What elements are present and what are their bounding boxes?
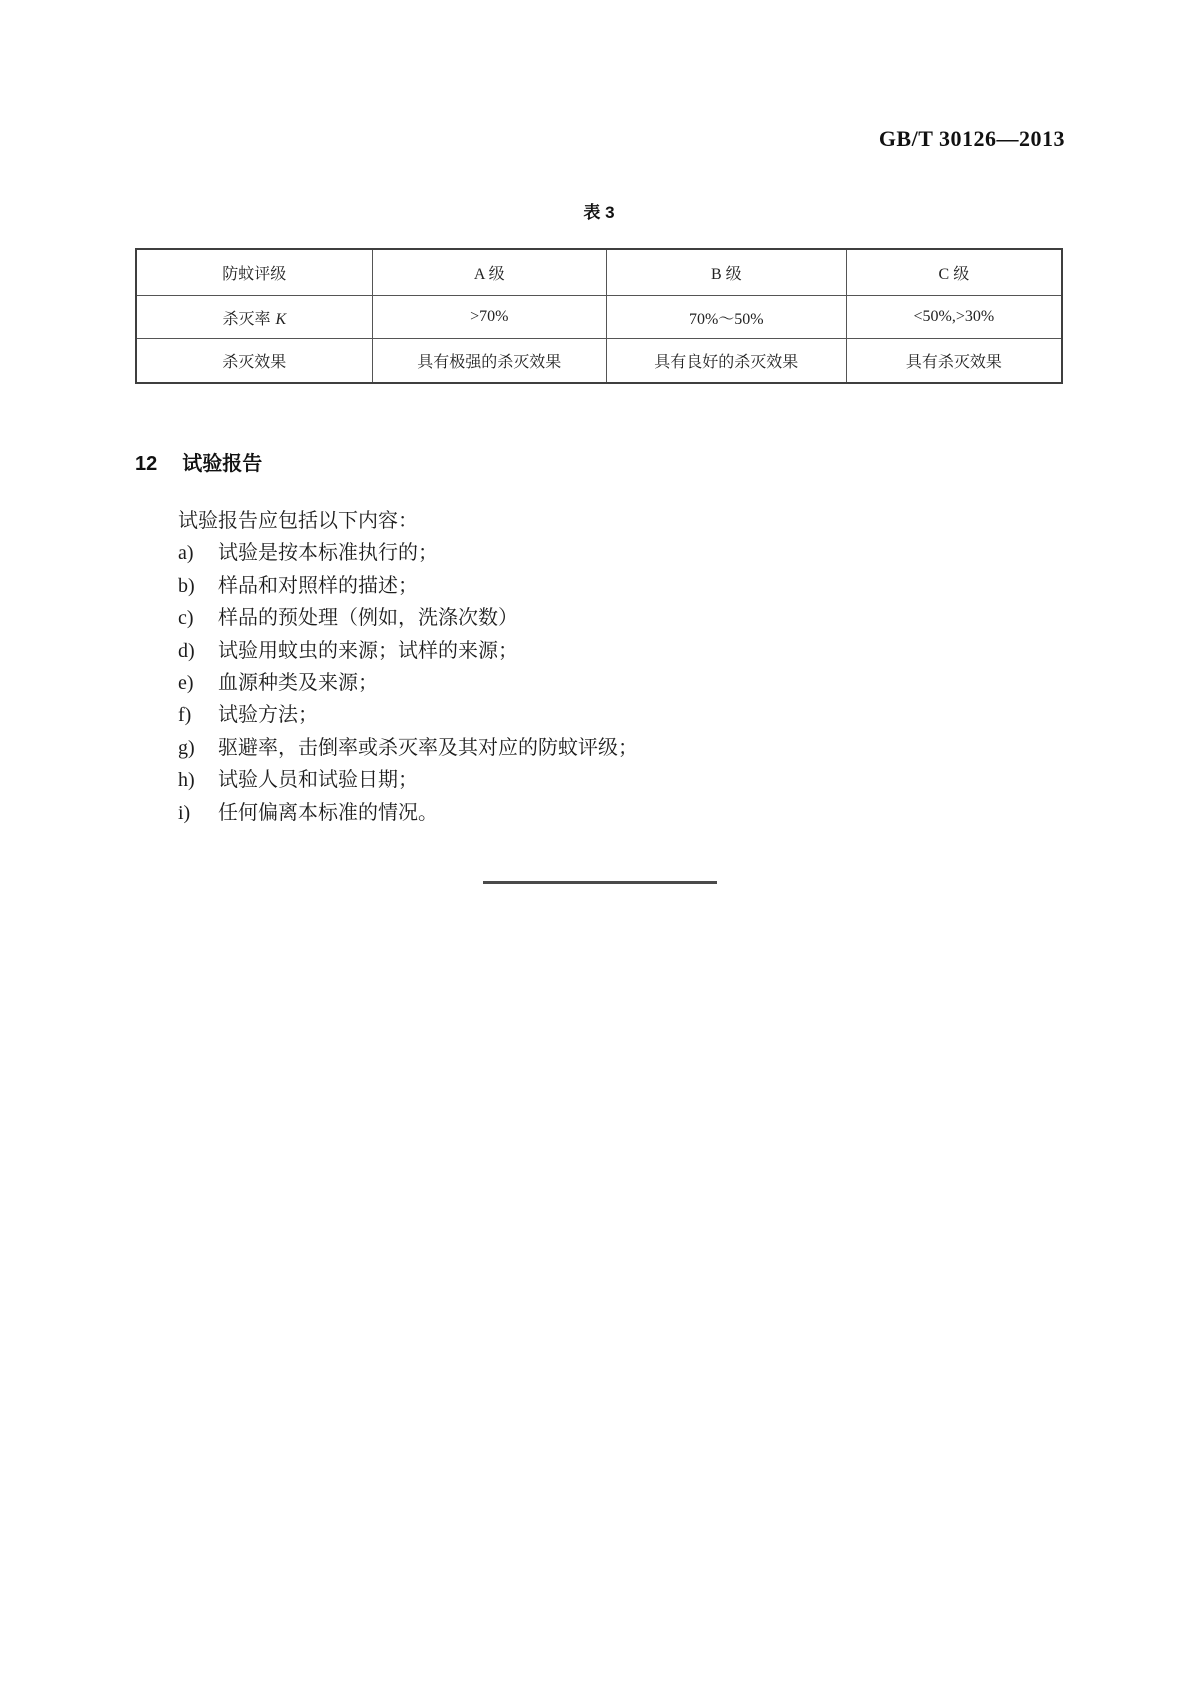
column-header-grade-b: B 级 <box>606 249 846 296</box>
report-content <box>178 505 1078 829</box>
table-caption: 表 3 <box>583 203 615 222</box>
list-item-marker: c) <box>178 607 194 630</box>
list-item-text: 任何偏离本标准的情况。 <box>218 801 438 824</box>
kill-rate-variable: K <box>275 310 287 328</box>
column-header-grade-a: A 级 <box>372 249 606 296</box>
list-item-text: 试验方法； <box>218 704 318 727</box>
row-label-kill-rate <box>136 296 372 339</box>
list-item-marker: a) <box>178 542 194 565</box>
list-item-text: 试验是按本标准执行的； <box>218 542 438 565</box>
cell-kill-effect-b: 具有良好的杀灭效果 <box>606 339 846 384</box>
standard-number: GB/T 30126—2013 <box>878 126 1065 151</box>
cell-kill-rate-b: 70%～50% <box>606 296 846 339</box>
list-item <box>178 537 1078 569</box>
table-header-row <box>136 249 1062 296</box>
list-item-text: 试验人员和试验日期； <box>218 769 418 792</box>
list-item <box>178 732 1078 764</box>
list-item-text: 驱避率，击倒率或杀灭率及其对应的防蚊评级； <box>218 736 638 759</box>
table-row-kill-effect <box>136 339 1062 384</box>
report-intro: 试验报告应包括以下内容： <box>178 510 418 532</box>
list-item <box>178 602 1078 634</box>
section-title: 试验报告 <box>182 453 263 475</box>
cell-kill-effect-c: 具有杀灭效果 <box>846 339 1062 384</box>
column-header-grade-c: C 级 <box>846 249 1062 296</box>
cell-kill-rate-c: <50%,>30% <box>846 296 1062 339</box>
section-number: 12 <box>135 453 158 475</box>
section-heading-12 <box>135 447 262 476</box>
list-item-marker: h) <box>178 769 195 792</box>
list-item-marker: d) <box>178 639 195 662</box>
document-end-rule <box>483 881 717 884</box>
cell-kill-effect-a: 具有极强的杀灭效果 <box>372 339 606 384</box>
list-item-text: 试验用蚊虫的来源；试样的来源； <box>218 639 518 662</box>
list-item-marker: b) <box>178 574 195 597</box>
cell-kill-rate-a: >70% <box>372 296 606 339</box>
list-item-text: 样品的预处理（例如，洗涤次数） <box>218 607 518 630</box>
list-item <box>178 699 1078 731</box>
list-item-marker: e) <box>178 672 194 695</box>
list-item <box>178 764 1078 796</box>
mosquito-rating-table <box>135 248 1063 384</box>
list-item-marker: g) <box>178 736 195 759</box>
row-label-kill-effect: 杀灭效果 <box>136 339 372 384</box>
column-header-rating: 防蚊评级 <box>136 249 372 296</box>
list-item-marker: f) <box>178 704 192 727</box>
kill-rate-label-text: 杀灭率 <box>222 310 271 328</box>
table-row-kill-rate <box>136 296 1062 339</box>
list-item <box>178 635 1078 667</box>
list-item-text: 血源种类及来源； <box>218 672 378 695</box>
list-item <box>178 797 1078 829</box>
list-item-text: 样品和对照样的描述； <box>218 574 418 597</box>
list-item <box>178 570 1078 602</box>
list-item <box>178 667 1078 699</box>
list-item-marker: i) <box>178 801 191 824</box>
